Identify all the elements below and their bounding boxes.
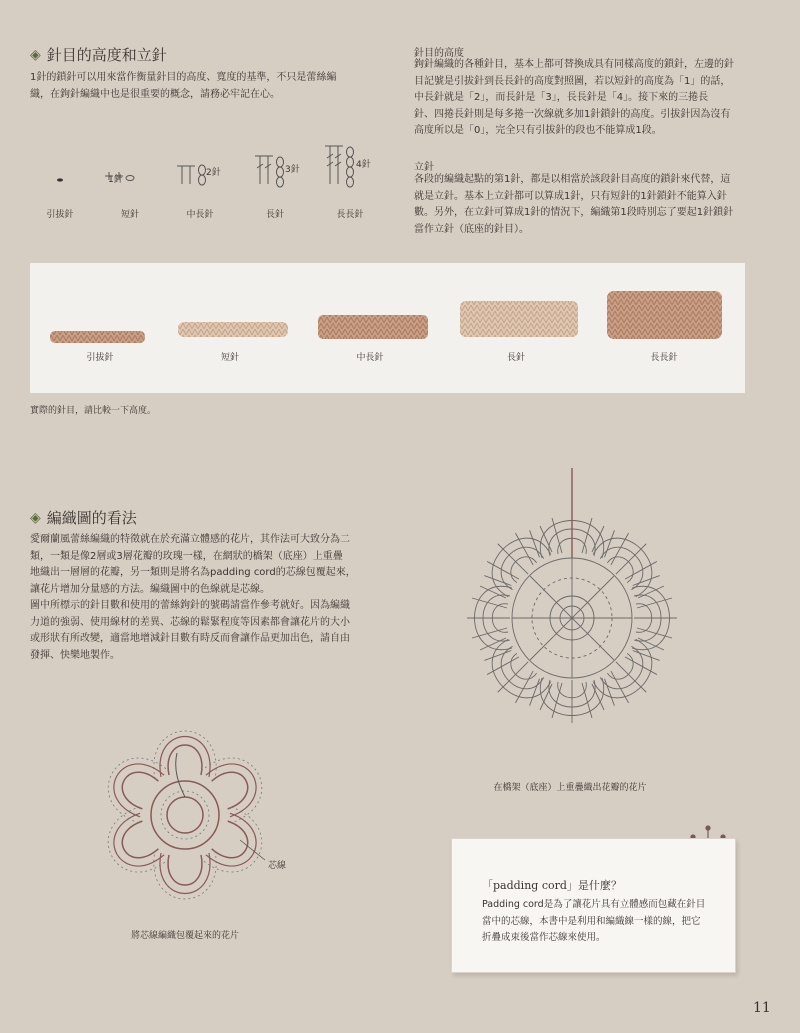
symbol-label: 中長針 <box>186 210 214 220</box>
text-line: 愛爾蘭風蕾絲編織的特徵就在於充滿立體感的花片，其作法可大致分為二 <box>30 534 350 545</box>
stitch-height-text <box>414 57 754 140</box>
text-line: 地織出一層層的花瓣，另一類則是將名為padding cord的芯線包覆起來， <box>30 567 356 578</box>
single-crochet-sample <box>178 322 288 337</box>
section-title: 編織圖的看法 <box>46 509 137 527</box>
double-crochet-symbol <box>255 156 284 187</box>
half-double-symbol <box>177 165 206 185</box>
symbol-label: 長長針 <box>336 210 364 220</box>
text-line: 數。另外，在立針可算成1針的情況下，編織第1段時別忘了要起1針鎖針 <box>414 207 734 218</box>
bridge-flower-diagram <box>415 468 730 773</box>
samples-caption: 實際的針目，請比較一下高度。 <box>30 406 157 416</box>
text-line: Padding cord是為了讓花片具有立體感而包藏在針目 <box>482 899 706 910</box>
stitch-samples-photo <box>30 263 745 393</box>
text-line: 或形狀有所改變，適當地增減針目數有時反而會讓作品更加出色，請自由 <box>30 633 350 644</box>
text-line: 當作立針（底座的針目）。 <box>414 223 529 235</box>
text-line: 中長針就是「2」，而長針是「3」，長長針是「4」。接下來的三捲長 <box>414 92 709 103</box>
count-treble: 4針 <box>356 160 371 170</box>
intro-line: 織，在鉤針編織中也是很重要的概念，請務必牢記在心。 <box>30 88 280 100</box>
text-line: 圖中所標示的針目數和使用的蕾絲鉤針的號碼請當作參考就好。因為編織 <box>30 600 350 611</box>
diamond-ornament-icon: ◈ <box>30 509 41 526</box>
text-line: 類，一類是像2層或3層花瓣的玫瑰一樣，在網狀的橋架（底座）上重疊 <box>30 550 343 562</box>
page-number: 11 <box>753 1000 771 1016</box>
section-title: 針目的高度和立針 <box>46 46 167 64</box>
text-line: 鉤針編織的各種針目，基本上都可替換成具有同樣高度的鎖針，左邊的針 <box>414 59 734 70</box>
section-heading-stitch-height <box>30 44 167 65</box>
count-double: 3針 <box>285 165 300 175</box>
padding-cord-flower-diagram <box>80 720 290 920</box>
sample-label: 短針 <box>220 353 239 363</box>
symbol-label: 短針 <box>120 210 139 220</box>
count-single: 1針 <box>108 175 123 185</box>
text-line: 高度所以是「0」，完全只有引拔針的段也不能算成1段。 <box>414 125 662 136</box>
slip-stitch-sample <box>50 331 145 343</box>
diagram-reading-text <box>30 532 410 664</box>
text-line: 讓花片增加分量感的方法。編織圖中的色線就是芯線。 <box>30 583 270 595</box>
text-line: 目記號是引拔針到長長針的高度對照圖，若以短針的高度為「1」的話， <box>414 75 731 87</box>
standing-stitch-subtitle: 立針 <box>414 162 434 173</box>
bridge-flower-caption: 在橋架（底座）上重疊織出花瓣的花片 <box>493 783 647 793</box>
count-half-double: 2針 <box>206 168 221 178</box>
intro-line: 1針的鎖針可以用來當作衡量針目的高度、寬度的基準，不只是蕾絲編 <box>30 72 337 83</box>
intro-text <box>30 70 400 103</box>
card-title: 「padding cord」是什麼？ <box>482 879 622 892</box>
text-line: 針、四捲長針則是每多捲一次線就多加1針鎖針的高度。引拔針因為沒有 <box>414 108 731 120</box>
sample-label: 引拔針 <box>86 353 114 363</box>
sample-label: 中長針 <box>356 353 384 363</box>
treble-crochet-symbol <box>325 146 354 187</box>
text-line: 力道的強弱、使用線材的差異、芯線的鬆緊程度等因素都會讓花片的大小 <box>30 616 350 628</box>
text-line: 各段的編織起點的第1針，都是以相當於該段針目高度的鎖針來代替，這 <box>414 174 731 185</box>
core-thread-label: 芯線 <box>268 861 287 871</box>
card-text <box>482 897 727 947</box>
sample-label: 長針 <box>506 353 525 363</box>
text-line: 折疊成束後當作芯線來使用。 <box>482 932 606 943</box>
text-line: 發揮、快樂地製作。 <box>30 649 120 661</box>
diamond-ornament-icon: ◈ <box>30 46 41 63</box>
half-double-sample <box>318 315 428 339</box>
section-heading-diagram-reading <box>30 507 137 528</box>
padding-cord-info-card <box>451 838 736 973</box>
standing-stitch-text <box>414 172 754 238</box>
double-crochet-sample <box>460 301 578 337</box>
text-line: 就是立針。基本上立針都可以算成1針，只有短針的1針鎖針不能算入針 <box>414 190 727 202</box>
symbol-label: 長針 <box>265 210 284 220</box>
text-line: 當中的芯線，本書中是利用和編織線一樣的線，把它 <box>482 915 701 927</box>
symbol-label: 引拔針 <box>46 210 74 220</box>
sample-label: 長長針 <box>650 353 678 363</box>
padding-cord-flower-caption: 將芯線編織包覆起來的花片 <box>130 931 239 941</box>
stitch-height-subtitle: 針目的高度 <box>414 48 464 59</box>
stitch-samples-svg <box>30 263 745 393</box>
treble-crochet-sample <box>607 291 722 339</box>
slip-stitch-symbol <box>57 178 63 181</box>
